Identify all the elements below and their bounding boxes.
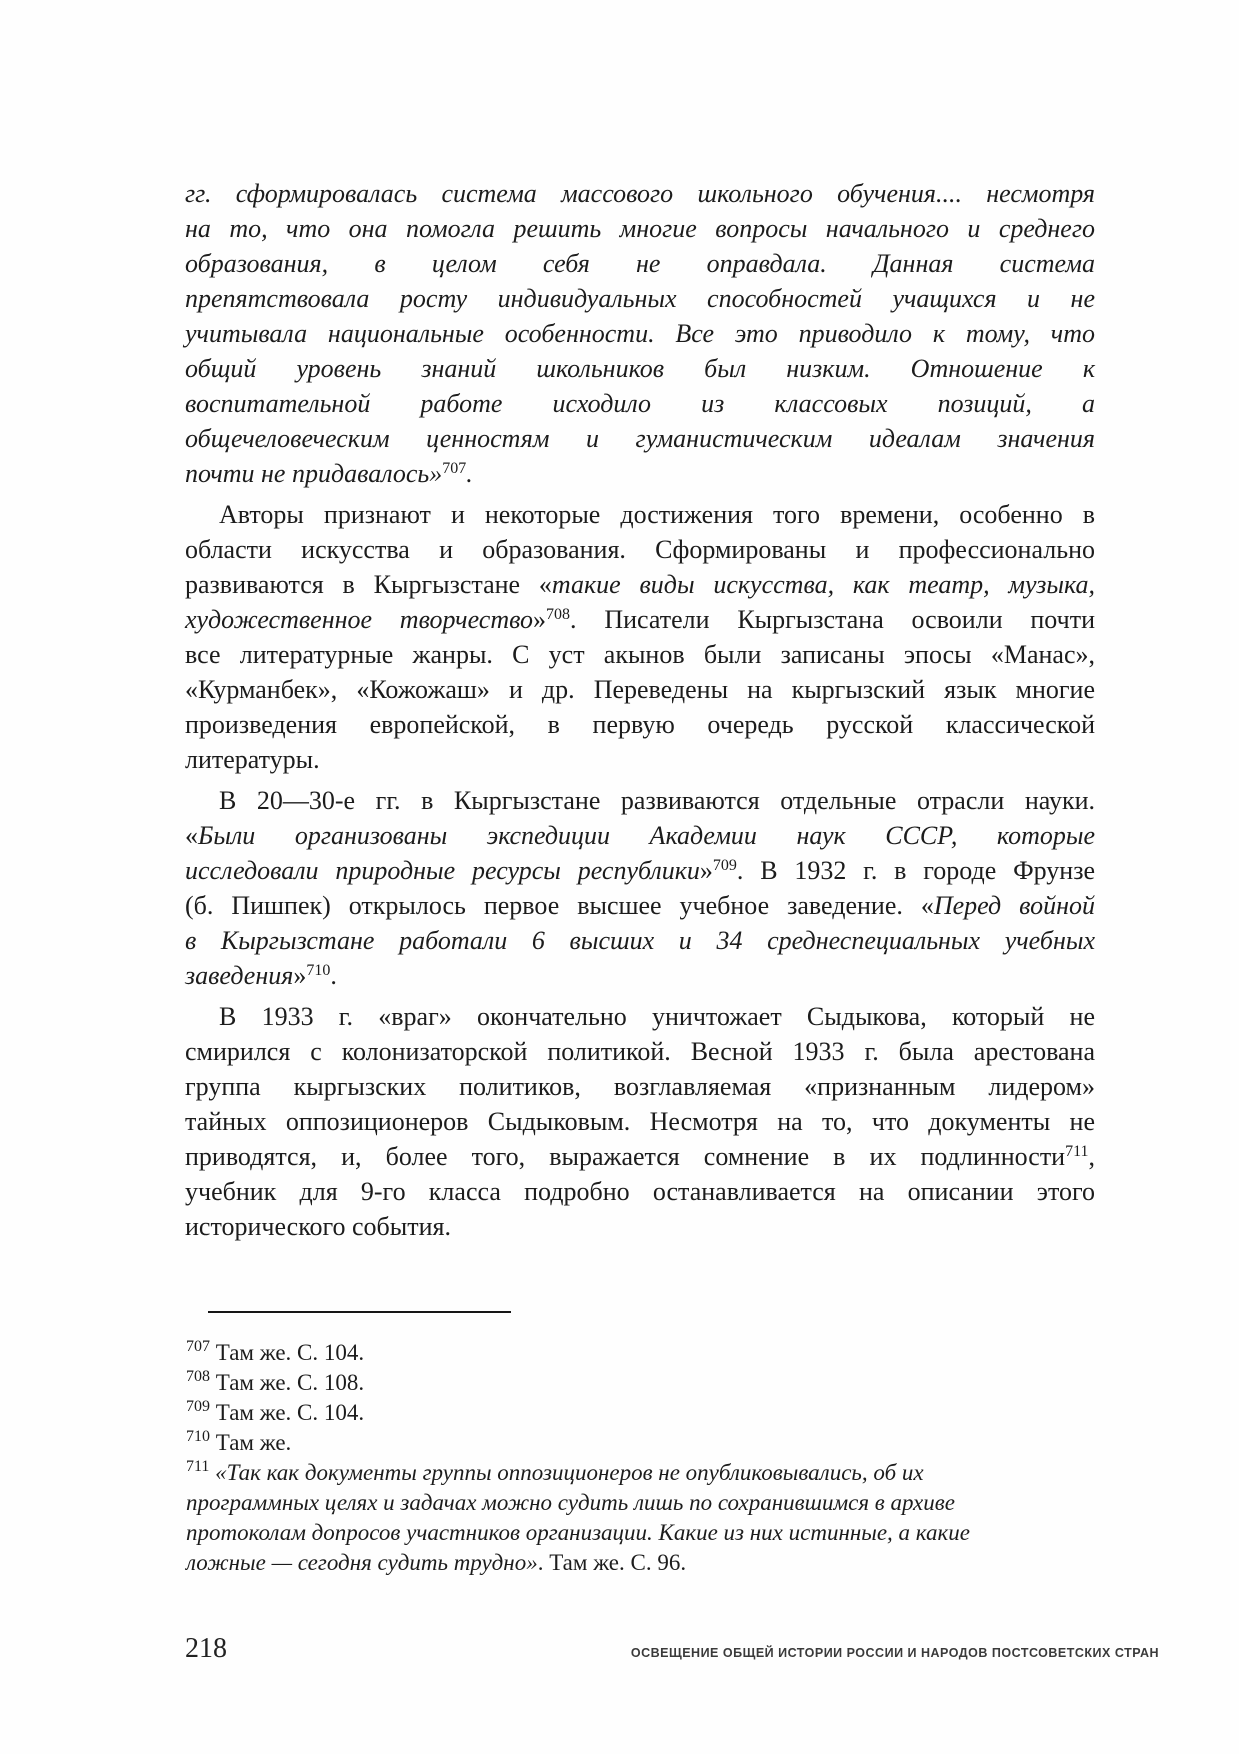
running-title: ОСВЕЩЕНИЕ ОБЩЕЙ ИСТОРИИ РОССИИ И НАРОДОВ ПОСТСОВЕТСКИХ СТРАН (630, 1646, 1159, 1660)
footnote-ref: 708 (546, 606, 571, 623)
text-line: тайных оппозиционеров Сыдыковым. Несмотря на то, что документы не (185, 1107, 1095, 1136)
text-line: «Были организованы экспедиции Академии наук СССР, которые (185, 821, 1095, 850)
footnote (186, 1368, 1116, 1398)
text-line: воспитательной работе исходило из классовых позиций, а (185, 389, 1095, 418)
footnote-ref: 709 (712, 857, 737, 874)
paragraph (185, 176, 1095, 491)
footnote-separator (208, 1311, 511, 1313)
footnote (186, 1398, 1116, 1428)
text-line: $^{711}$ «Так как документы группы оппозиционеров не опубликовывались, об их (186, 1458, 924, 1485)
text-line: Авторы признают и некоторые достижения того времени, особенно в (219, 500, 1095, 529)
text-line: образования, в целом себя не оправдала. Данная система (185, 249, 1095, 278)
footnote-ref: 710 (186, 1428, 210, 1445)
text-line: заведения»$^{710}$. (185, 961, 337, 990)
footnote (186, 1458, 1116, 1578)
footnote-ref: 707 (186, 1338, 210, 1355)
text-line: ложные — сегодня судить трудно». Там же. С. 96. (186, 1550, 687, 1575)
footnotes (186, 1338, 1116, 1578)
text-line: программных целях и задачах можно судить лишь по сохранившимся в архиве (186, 1490, 955, 1515)
footnote (186, 1428, 1116, 1458)
text-line: $^{707}$ Там же. С. 104. (186, 1338, 365, 1365)
text-line: на то, что она помогла решить многие вопросы начального и среднего (185, 214, 1095, 243)
text-line: «Курманбек», «Кожожаш» и др. Переведены на кыргызский язык многие (185, 675, 1095, 704)
text-line: литературы. (185, 745, 320, 774)
text-line: (б. Пишпек) открылось первое высшее учебное заведение. «Перед войной (185, 891, 1095, 920)
text-line: произведения европейской, в первую очередь русской классической (185, 710, 1095, 739)
footnote-ref: 708 (186, 1368, 210, 1385)
text-line: приводятся, и, более того, выражается сомнение в их подлинности$^{711}$, (185, 1142, 1095, 1171)
text-line: все литературные жанры. С уст акынов были записаны эпосы «Манас», (185, 640, 1095, 669)
body-text (185, 176, 1095, 1244)
text-line: исторического события. (185, 1212, 451, 1241)
footnote-ref: 709 (186, 1398, 210, 1415)
paragraph (185, 783, 1095, 993)
text-line: В 20—30-е гг. в Кыргызстане развиваются отдельные отрасли науки. (219, 786, 1095, 815)
text-line: общий уровень знаний школьников был низким. Отношение к (185, 354, 1095, 383)
text-line: препятствовала росту индивидуальных способностей учащихся и не (185, 284, 1095, 313)
text-line: гг. сформировалась система массового школьного обучения.... несмотря (185, 179, 1095, 208)
page-number: 218 (185, 1633, 227, 1664)
text-line: общечеловеческим ценностям и гуманистическим идеалам значения (185, 424, 1095, 453)
paragraph (185, 497, 1095, 777)
text-line: смирился с колонизаторской политикой. Весной 1933 г. была арестована (185, 1037, 1095, 1066)
paragraph (185, 999, 1095, 1244)
text-line: протоколам допросов участников организации. Какие из них истинные, а какие (186, 1520, 970, 1545)
text-line: учитывала национальные особенности. Все это приводило к тому, что (185, 319, 1095, 348)
text-line: художественное творчество»$^{708}$. Писатели Кыргызстана освоили почти (185, 605, 1095, 634)
text-line: исследовали природные ресурсы республики»$^{709}$. В 1932 г. в городе Фрунзе (185, 856, 1096, 885)
footnote-ref: 711 (1065, 1143, 1089, 1160)
footnote-ref: 707 (442, 460, 467, 477)
text-line: развиваются в Кыргызстане «такие виды искусства, как театр, музыка, (185, 570, 1095, 599)
text-line: в Кыргызстане работали 6 высших и 34 среднеспециальных учебных (185, 926, 1095, 955)
text-line: В 1933 г. «враг» окончательно уничтожает Сыдыкова, который не (219, 1002, 1095, 1031)
text-line: $^{708}$ Там же. С. 108. (186, 1368, 365, 1395)
text-line: почти не придавалось»$^{707}$. (185, 459, 473, 488)
text-line: области искусства и образования. Сформированы и профессионально (185, 535, 1095, 564)
text-line: $^{709}$ Там же. С. 104. (186, 1398, 365, 1425)
footnote (186, 1338, 1116, 1368)
text-line: учебник для 9-го класса подробно останавливается на описании этого (185, 1177, 1095, 1206)
text-line: группа кыргызских политиков, возглавляемая «признанным лидером» (185, 1072, 1095, 1101)
footnote-ref: 710 (306, 962, 331, 979)
footnote-ref: 711 (186, 1458, 210, 1475)
text-line: $^{710}$ Там же. (186, 1428, 292, 1455)
